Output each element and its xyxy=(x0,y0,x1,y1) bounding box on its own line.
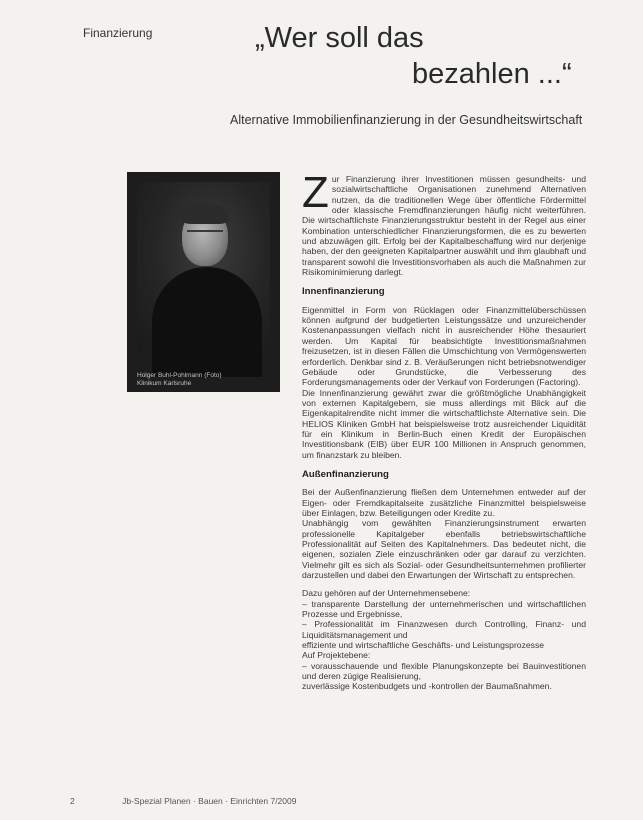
photo-figure-hair xyxy=(182,204,228,224)
list-item: effiziente und wirtschaftliche Geschäfts- und Leistungsprozesse xyxy=(302,640,545,651)
page-footer xyxy=(70,796,296,806)
list-item: – transparente Darstellung der unternehmerischen und wirtschaftlichen Prozesse und Ergebnisse, xyxy=(302,598,586,620)
photo-figure-glasses xyxy=(187,230,223,241)
heading-innenfinanzierung: Innenfinanzierung xyxy=(302,286,385,298)
list-item: Auf Projektebene: xyxy=(302,650,371,661)
inner-paragraph-1: Eigenmittel in Form von Rücklagen oder Finanzmittelüberschüssen können aufgrund der budgetierten Leistungssätze und unzureichender Kostenanpassungen vielfach nicht in ausreichender Höhe thesauriert werden. Um Kapital für beabsichtigte Investitionsmaßnahmen freizusetzen, ist in diesen Fällen die Umschichtung von Vermögenswerten erforderlich. Denkbar sind z. B. Veräußerungen nicht betriebsnotwendiger Gebäude oder Grundstücke, die Verbesserung des Forderungsmanagements oder der Verkauf von Forderungen (Factoring). xyxy=(302,304,586,388)
list-intro: Dazu gehören auf der Unternehmensebene: xyxy=(302,588,471,599)
section-label: Finanzierung xyxy=(83,26,153,40)
article-body xyxy=(302,168,586,692)
intro-text: ur Finanzierung ihrer Investitionen müssen gesundheits- und sozialwirtschaftliche Organisationen zunehmend Alternativen nutzen, da die traditionellen Wege über öffentliche Fördermittel oder klassische Fremdfinanzierungen häufig nicht weiterführen. Die wirtschaftlichste Finanzierungsstruktur besteht in der Regel aus einer Kombination unterschiedlicher Finanzierungsformen, die es zu bewerten und abzuwägen gilt. Erfolg bei der Kapitalbeschaffung wird nur derjenige haben, der den geeigneten Kapitalpartner auswählt und ihm glaubhaft und transparent sowohl die Investitionsvorhaben als auch die Maßnahmen zur Risikominimierung darlegt. xyxy=(302,174,586,278)
subheadline: Alternative Immobilienfinanzierung in der Gesundheitswirtschaft xyxy=(230,113,583,127)
outer-paragraph-1: Bei der Außenfinanzierung fließen dem Unternehmen entweder auf der Eigen- oder Fremdkapitalseite zusätzliche Finanzmittel beispielsweise über Einlagen, bzw. Beteiligungen oder Kredite zu. xyxy=(302,487,586,518)
list-item: zuverlässige Kostenbudgets und -kontrollen der Baumaßnahmen. xyxy=(302,681,552,692)
headline-line-1: „Wer soll das xyxy=(255,22,424,54)
intro-paragraph xyxy=(302,168,586,278)
list-item: – vorausschauende und flexible Planungskonzepte bei Bauinvestitionen und deren zügige Realisierung, xyxy=(302,660,586,682)
heading-aussenfinanzierung: Außenfinanzierung xyxy=(302,468,389,480)
photo-caption-line-2: Klinikum Karlsruhe xyxy=(137,380,192,387)
publication-name: Jb-Spezial Planen · Bauen · Einrichten 7/2009 xyxy=(122,796,297,806)
photo-caption xyxy=(137,372,277,388)
photo-caption-line-1: Holger Buhl-Pohlmann (Foto) xyxy=(137,372,222,379)
headline-line-2: bezahlen ...“ xyxy=(412,58,572,90)
photo-figure-body xyxy=(152,267,262,377)
inner-paragraph-2: Die Innenfinanzierung gewährt zwar die größtmögliche Unabhängigkeit von externen Kapitalgebern, sie muss allerdings mit Blick auf die Eigenkapitalrendite nicht immer die wirtschaftlichste Alternative sein. Die HELIOS Kliniken GmbH hat beispielsweise trotz ausreichender Liquidität für ein Klinikum in Berlin-Buch einen Kredit der Europäischen Investitionsbank (EIB) über EUR 100 Millionen in Anspruch genommen, um finanzstark zu bleiben. xyxy=(302,387,586,460)
requirements-list xyxy=(302,599,586,692)
author-photo xyxy=(127,172,280,392)
page-number: 2 xyxy=(70,796,75,806)
list-item: – Professionalität im Finanzwesen durch Controlling, Finanz- und Liquiditätsmanagement und xyxy=(302,619,586,640)
outer-paragraph-2: Unabhängig vom gewählten Finanzierungsinstrument erwarten professionelle Kapitalgeber ebenfalls betriebswirtschaftliche Professionalität auf Seiten des Kapitalnehmers. Das bedeutet nicht, die eigenen, sozialen Ziele einzuschränken oder gar darauf zu verzichten. Vielmehr gilt es sich als Sozial- oder Gesundheitsunternehmen profilierter darzustellen und dabei den Erwartungen der Wirtschaft zu entsprechen. xyxy=(302,518,586,581)
drop-cap: Z xyxy=(302,168,329,217)
